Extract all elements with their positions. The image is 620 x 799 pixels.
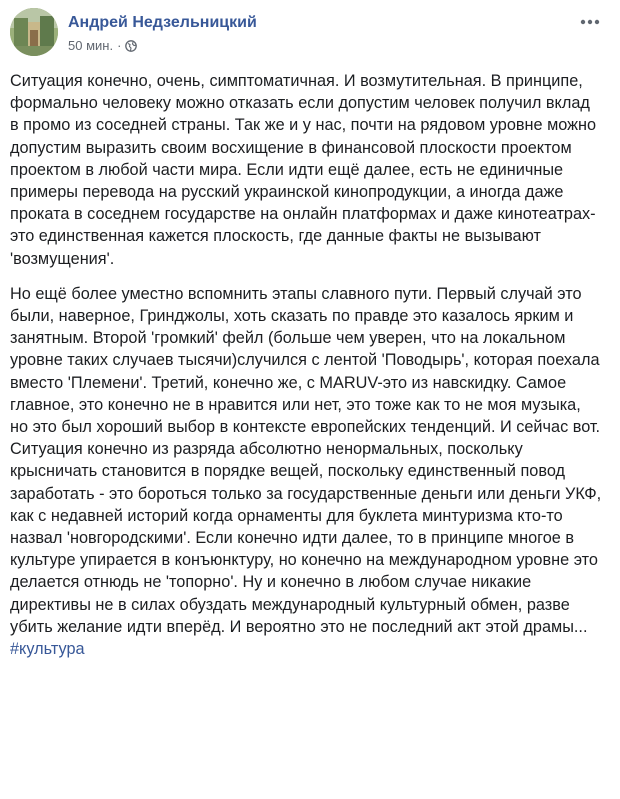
more-options-icon[interactable]: [576, 12, 604, 32]
globe-icon: [125, 40, 137, 52]
post-paragraph-2: [10, 283, 602, 660]
post-paragraph-1: Ситуация конечно, очень, симптоматичная. И возмутительная. В принципе, формально человеку можно отказать если допустим человек получил вклад в промо из соседней страны. Так же и у нас, почти на рядовом уровне можно допустим выразить своим восхищение в финансовой плоскости проектом проектом в любой части мира. Если идти ещё далее, есть не единичные примеры перевода на русский украинской кинопродукции, а иногда даже проката в соседнем государстве на онлайн платформах и даже кинотеатрах-это единственная кажется плоскость, где данные факты не вызывают 'возмущения'.: [10, 72, 597, 268]
post-header: [10, 8, 610, 58]
author-name[interactable]: Андрей Недзельницкий: [68, 14, 257, 31]
post-paragraph-2-text: Но ещё более уместно вспомнить этапы славного пути. Первый случай это были, наверное, Гринджолы, хоть сказать по правде это казалось ярким и занятным. Второй 'громкий' фейл (больше чем уверен, что на локальном уровне таких случаев тысячи)случился с лентой 'Поводырь', которая поехала вместо 'Племени'. Третий, конечно же, с MARUV-это из навскидку. Самое главное, это конечно не в нравится или нет, это тоже как то не моя музыка, но это был хороший выбор в контексте европейских тенденций. И сейчас вот. Ситуация конечно из разряда абсолютно ненормальных, поскольку крысничать становится в порядке вещей, поскольку единственный повод заработать - это бороться только за государственные деньги или деньги УКФ, как с недавней историй когда орнаменты для буклета минтуризма кто-то назвал 'новгородскими'. Если конечно идти далее, то в принципе многое в культуре упирается в конъюнктуру, но конечно на международном уровне это делается отнюдь не 'топорно'. Ну и конечно в любом случае никакие директивы не в силах обуздать международный культурный обмен, разве убить желание идти вперёд. И вероятно это не последний акт этой драмы...: [10, 284, 602, 636]
author-avatar[interactable]: [10, 8, 58, 56]
hashtag-link[interactable]: #культура: [10, 640, 85, 659]
post-meta: [68, 38, 137, 53]
post-time[interactable]: 50 мин.: [68, 38, 114, 53]
post-body: [10, 70, 602, 673]
meta-separator: ·: [117, 38, 122, 53]
avatar-image: [10, 8, 58, 56]
